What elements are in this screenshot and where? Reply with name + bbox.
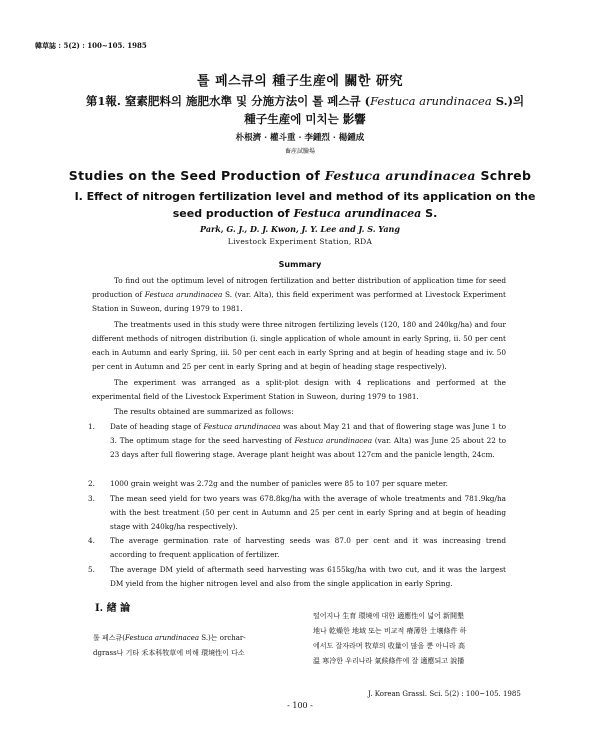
summary-paragraph-1	[92, 274, 506, 316]
english-subtitle	[70, 188, 540, 222]
body-right-line2: 地나 乾燥한 地域 또는 비교적 瘠薄한 土壤條件 하	[313, 627, 467, 635]
korean-subtitle	[70, 92, 540, 128]
body-right-column	[313, 609, 511, 669]
result-text: The mean seed yield for two years was 678.8kg/ha with the average of whole treatments and 781.9kg/ha with the best treatment (50 per cent in Autumn and 25 per cent in early Spring and at begin of heading stage with 240kg/ha respectively).	[110, 494, 506, 531]
korean-subtitle-species: Festuca arundinacea	[370, 94, 492, 108]
result-1-species-2: Festuca arundinacea	[294, 436, 373, 445]
english-subtitle-line2-prefix: seed production of	[172, 207, 294, 220]
result-number: 4.	[88, 536, 95, 545]
body-left-line2: dgrass나 기타 禾本科牧草에 비해 環境性이 다소	[93, 649, 245, 657]
english-subtitle-line2-suffix: S.	[421, 207, 438, 220]
summary-p2-text: The treatments used in this study were three nitrogen fertilizing levels (120, 180 and 240kg/ha) and four different methods of nitrogen distribution (i. single application of whole amount in early Spring, ii. 50 per cent each in Autumn and early Spring, iii. 50 per cent each in early Spring and at begin of heading stage and iv. 50 per cent in Autumn and 25 per cent in early Spring and at begin of heading stage respectively).	[92, 320, 506, 371]
result-1-text-b: was about May 21 and that of flowering stage was June 1 to 3. The optimum stage for the seed harvesting of	[110, 422, 506, 445]
english-affiliation: Livestock Experiment Station, RDA	[227, 237, 373, 246]
result-text	[110, 420, 506, 462]
summary-p4-text: The results obtained are summarized as follows:	[114, 407, 294, 416]
summary-paragraph-4	[92, 405, 506, 419]
summary-paragraph-2	[92, 318, 506, 374]
page-number: - 100 -	[287, 701, 313, 710]
summary-paragraph-3	[92, 376, 506, 404]
summary-p3-text: The experiment was arranged as a split-plot design with 4 replications and performed at the experimental field of the Livestock Experiment Station in Suweon, during 1979 to 1981.	[92, 378, 506, 401]
result-text: The average DM yield of aftermath seed harvesting was 6155kg/ha with two cut, and it was the largest DM yield from the higher nitrogen level and also from the single application in early Spring.	[110, 565, 506, 588]
journal-header: 韓草誌 : 5(2) : 100~105. 1985	[35, 41, 147, 50]
english-subtitle-line1: I. Effect of nitrogen fertilization level and method of its application on the	[74, 190, 536, 203]
korean-subtitle-suffix: S.)의	[491, 94, 525, 108]
english-subtitle-species: Festuca arundinacea	[293, 207, 422, 220]
body-right-line4: 温 寒冷한 우리나라 氣候條件에 잘 適應되고 說播	[313, 657, 465, 665]
english-title-suffix: Schreb	[475, 168, 532, 183]
summary-heading: Summary	[278, 260, 322, 269]
korean-title: 톨 페스큐의 種子生産에 關한 研究	[196, 74, 403, 89]
summary-p1-text-b: S. (var. Alta), this field experiment was performed at Livestock Experiment Station in Suweon, during 1979 to 1981.	[92, 290, 506, 313]
result-1-text-c: (var. Alta) was June 25 about 22 to 23 days after full flowering stage. Average plant height was about 127cm and the panicle length, 24cm.	[110, 436, 506, 459]
summary-p1-text-a: To find out the optimum level of nitrogen fertilization and better distribution of application time for seed production of	[92, 276, 506, 299]
result-number: 2.	[88, 479, 95, 488]
summary-p1-species: Festuca arundinacea	[144, 290, 223, 299]
result-1-species: Festuca arundinacea	[203, 422, 281, 431]
body-left-line1-suffix: S.)는 orchar-	[199, 634, 246, 642]
english-authors: Park, G. J., D. J. Kwon, J. Y. Lee and J. S. Yang	[200, 224, 400, 234]
result-number: 5.	[88, 565, 95, 574]
result-text: 1000 grain weight was 2.72g and the number of panicles were 85 to 107 per square meter.	[110, 479, 448, 488]
result-number: 1.	[88, 422, 95, 431]
body-left-line1-prefix: 톨 페스큐(	[93, 634, 126, 642]
korean-subtitle-prefix: 第1報. 窒素肥料의 施肥水準 및 分施方法이 톨 페스큐 (	[85, 94, 371, 108]
result-text: The average germination rate of harvesting seeds was 87.0 per cent and it was increasing trend according to frequent application of fertilizer.	[110, 536, 506, 559]
section-heading-introduction: I. 緖 論	[95, 603, 131, 614]
footer-journal: J. Korean Grassl. Sci. 5(2) : 100~105. 1985	[368, 690, 521, 698]
result-number: 3.	[88, 494, 95, 503]
body-left-species: Festuca arundinacea	[125, 634, 200, 642]
korean-authors: 朴根濟 · 權斗重 · 李鍾烈 · 楊鍾成	[235, 133, 365, 143]
body-right-line1: 떨어지나 生育 環境에 대한 適應性이 넓어 新開墾	[313, 612, 464, 620]
korean-subtitle-line3: 種子生産에 미치는 影響	[244, 112, 366, 126]
result-1-text-a: Date of heading stage of	[110, 422, 204, 431]
english-title-species: Festuca arundinacea	[324, 168, 476, 183]
korean-affiliation: 畜産試驗場	[284, 148, 315, 155]
body-right-line3: 에서도 잘자라며 牧草의 收量이 많을 뿐 아니라 高	[313, 642, 466, 650]
english-title	[0, 168, 600, 183]
body-left-column	[93, 631, 301, 661]
english-title-prefix: Studies on the Seed Production of	[68, 168, 325, 183]
